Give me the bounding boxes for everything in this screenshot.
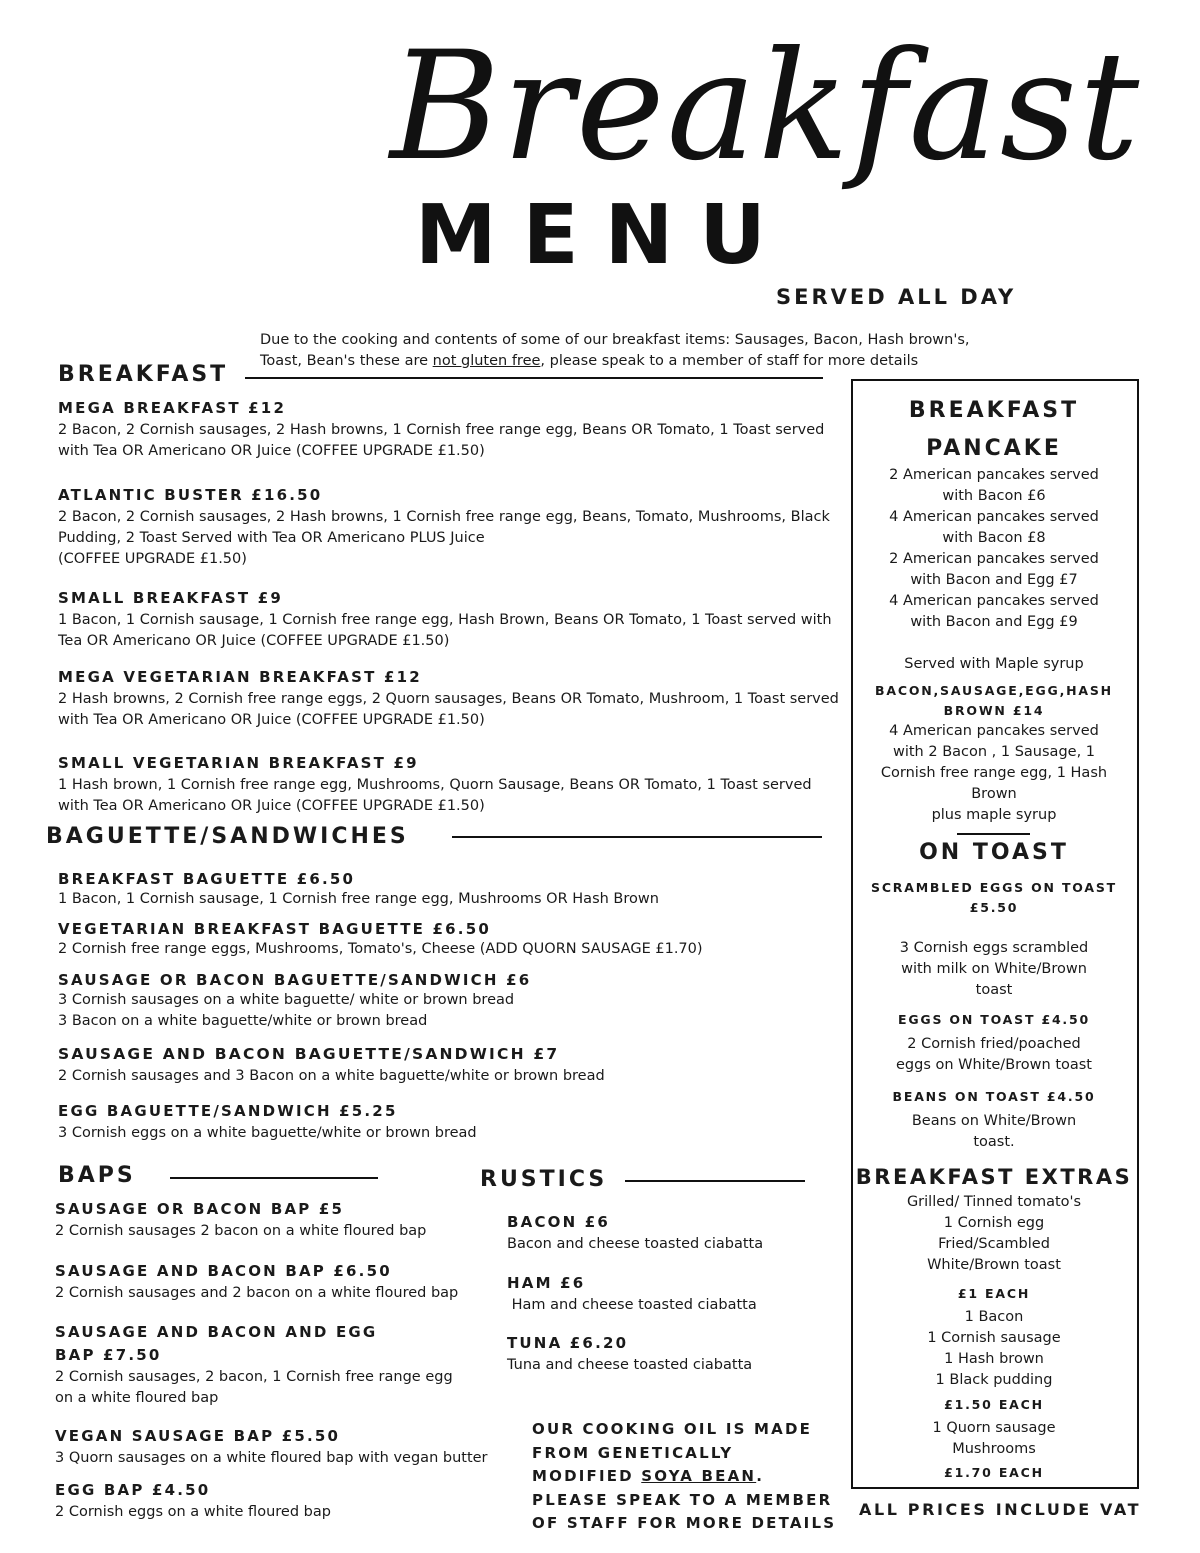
item-title: SAUSAGE AND BACON AND EGG — [55, 1323, 378, 1341]
item-desc: 2 Cornish eggs on a white floured bap — [55, 1504, 331, 1520]
menu-item-rustic-ham — [507, 1274, 827, 1316]
baps-heading: BAPS — [58, 1163, 136, 1188]
item-desc: 2 Cornish sausages and 2 bacon on a white floured bap — [55, 1285, 459, 1301]
item-title: BACON £6 — [507, 1213, 611, 1231]
menu-item-small-vegetarian — [58, 754, 843, 817]
menu-item-rustic-tuna — [507, 1334, 827, 1376]
scrambled-lines — [853, 938, 1135, 1001]
vat-notice: ALL PRICES INCLUDE VAT — [859, 1500, 1142, 1519]
each-2-price: £1.50 EACH — [944, 1397, 1044, 1412]
item-desc: Ham and cheese toasted ciabatta — [507, 1297, 757, 1313]
eggs-on-toast-title: EGGS ON TOAST £4.50 — [898, 1012, 1090, 1027]
baps-divider — [170, 1177, 378, 1179]
menu-item-sausage-or-bacon-baguette — [58, 971, 843, 1032]
item-title-cont: BAP £7.50 — [55, 1346, 162, 1364]
each-1-price: £1 EACH — [957, 1286, 1031, 1301]
maple-note: Served with Maple syrup — [904, 656, 1084, 672]
each-1-lines — [853, 1307, 1135, 1391]
pancake-lines — [853, 465, 1135, 633]
menu-item-atlantic-buster — [58, 486, 843, 570]
pancake-line: 4 American pancakes served — [889, 593, 1099, 609]
oil-line2: FROM GENETICALLY — [532, 1443, 734, 1462]
each-2-line: 1 Quorn sausage — [932, 1420, 1056, 1436]
item-desc: 2 Cornish free range eggs, Mushrooms, Tomato's, Cheese (ADD QUORN SAUSAGE £1.70) — [58, 941, 703, 957]
pancake-line: 2 American pancakes served — [889, 467, 1099, 483]
baguettes-divider — [452, 836, 822, 838]
each-2-line: Mushrooms — [952, 1441, 1036, 1457]
item-desc: 2 Cornish sausages, 2 bacon, 1 Cornish free range egg — [55, 1369, 453, 1385]
item-desc: 2 Cornish sausages and 3 Bacon on a white baguette/white or brown bread — [58, 1068, 605, 1084]
item-title: TUNA £6.20 — [507, 1334, 629, 1352]
menu-item-sausage-or-bacon-bap — [55, 1200, 525, 1242]
oil-line3-underlined: SOYA BEAN — [641, 1467, 757, 1485]
item-title: SMALL BREAKFAST £9 — [58, 589, 284, 607]
each-1-line: 1 Black pudding — [935, 1372, 1053, 1388]
oil-line3-b: . — [756, 1467, 765, 1485]
item-title: VEGETARIAN BREAKFAST BAGUETTE £6.50 — [58, 920, 491, 938]
item-desc: 2 Bacon, 2 Cornish sausages, 2 Hash browns, 1 Cornish free range egg, Beans, Tomato, Mushrooms, Black Pudding, 2 Toast Served with Tea OR Americano PLUS Juice — [58, 509, 830, 546]
cooking-oil-notice — [532, 1418, 836, 1536]
rustics-divider — [625, 1180, 805, 1182]
menu-item-vegetarian-baguette — [58, 920, 843, 960]
beans-line: toast. — [973, 1134, 1015, 1150]
breakfast-divider — [245, 377, 823, 379]
each-1-line: 1 Bacon — [964, 1309, 1024, 1325]
gluten-notice-b: , please speak to a member of staff for more details — [540, 353, 919, 369]
breakfast-script-title: Breakfast — [390, 20, 1142, 194]
item-desc: 3 Cornish sausages on a white baguette/ white or brown bread — [58, 992, 515, 1008]
gluten-notice-a: Toast, Bean's these are — [260, 353, 433, 369]
extras-line: Fried/Scambled — [938, 1236, 1050, 1252]
item-title: SMALL VEGETARIAN BREAKFAST £9 — [58, 754, 419, 772]
item-title: EGG BAGUETTE/SANDWICH £5.25 — [58, 1102, 398, 1120]
extras-intro — [853, 1192, 1135, 1276]
gluten-notice-line2 — [260, 351, 970, 372]
combo-line: 4 American pancakes served — [889, 723, 1099, 739]
extras-section — [853, 1162, 1135, 1483]
item-desc: 1 Hash brown, 1 Cornish free range egg, Mushrooms, Quorn Sausage, Beans OR Tomato, 1 Toast served with Tea OR Americano OR Juice (COFFEE UPGRADE £1.50) — [58, 777, 812, 814]
oil-line4: PLEASE SPEAK TO A MEMBER — [532, 1490, 833, 1509]
extras-line: White/Brown toast — [927, 1257, 1061, 1273]
item-title: MEGA VEGETARIAN BREAKFAST £12 — [58, 668, 422, 686]
pancake-section — [853, 388, 1135, 826]
menu-item-sausage-and-bacon-baguette — [58, 1045, 843, 1087]
item-desc-extra: on a white floured bap — [55, 1390, 219, 1406]
beans-line: Beans on White/Brown — [911, 1113, 1077, 1129]
item-desc: Bacon and cheese toasted ciabatta — [507, 1236, 764, 1252]
eggs-line: 2 Cornish fried/poached — [907, 1036, 1081, 1052]
menu-item-vegan-sausage-bap — [55, 1427, 535, 1469]
pancake-line: with Bacon £8 — [942, 530, 1046, 546]
extras-line: Grilled/ Tinned tomato's — [906, 1194, 1082, 1210]
menu-item-egg-bap — [55, 1481, 525, 1523]
item-desc-extra: 3 Bacon on a white baguette/white or brown bread — [58, 1013, 428, 1029]
served-all-day: SERVED ALL DAY — [776, 285, 1017, 309]
menu-item-breakfast-baguette — [58, 870, 843, 910]
item-desc: 3 Quorn sausages on a white floured bap with vegan butter — [55, 1450, 488, 1466]
beans-on-toast-title: BEANS ON TOAST £4.50 — [892, 1089, 1096, 1104]
menu-item-sausage-bacon-egg-bap — [55, 1323, 525, 1409]
baguettes-heading: BAGUETTE/SANDWICHES — [46, 824, 409, 849]
scrambled-title-line1: SCRAMBLED EGGS ON TOAST — [871, 880, 1117, 895]
item-title: SAUSAGE OR BACON BAP £5 — [55, 1200, 345, 1218]
item-title: VEGAN SAUSAGE BAP £5.50 — [55, 1427, 341, 1445]
item-desc: 1 Bacon, 1 Cornish sausage, 1 Cornish free range egg, Mushrooms OR Hash Brown — [58, 891, 659, 907]
oil-line1: OUR COOKING OIL IS MADE — [532, 1420, 813, 1438]
each-3-price: £1.70 EACH — [944, 1465, 1044, 1480]
item-desc: 2 Cornish sausages 2 bacon on a white floured bap — [55, 1223, 427, 1239]
oil-line5: OF STAFF FOR MORE DETAILS — [532, 1514, 837, 1532]
eggs-lines — [853, 1034, 1135, 1076]
item-title: EGG BAP £4.50 — [55, 1481, 211, 1499]
breakfast-heading: BREAKFAST — [58, 362, 229, 387]
oil-line3-a: MODIFIED — [532, 1467, 642, 1485]
pancake-heading-line2: PANCAKE — [926, 436, 1062, 461]
extras-heading: BREAKFAST EXTRAS — [855, 1165, 1133, 1189]
scrambled-line: with milk on White/Brown — [901, 961, 1087, 977]
pancake-line: 4 American pancakes served — [889, 509, 1099, 525]
eggs-line: eggs on White/Brown toast — [895, 1057, 1092, 1073]
menu-item-egg-baguette — [58, 1102, 843, 1144]
item-title: HAM £6 — [507, 1274, 586, 1292]
menu-item-sausage-and-bacon-bap — [55, 1262, 525, 1304]
item-title: MEGA BREAKFAST £12 — [58, 399, 287, 417]
oil-line3 — [532, 1465, 836, 1489]
on-toast-heading: ON TOAST — [919, 840, 1069, 865]
each-1-line: 1 Hash brown — [944, 1351, 1044, 1367]
menu-item-rustic-bacon — [507, 1213, 827, 1255]
combo-line: plus maple syrup — [931, 807, 1057, 823]
combo-line: with 2 Bacon , 1 Sausage, 1 — [892, 744, 1096, 760]
item-desc: Tuna and cheese toasted ciabatta — [507, 1357, 753, 1373]
combo-title-line1: BACON,SAUSAGE,EGG,HASH — [875, 683, 1113, 698]
item-title: SAUSAGE AND BACON BAGUETTE/SANDWICH £7 — [58, 1045, 560, 1063]
on-toast-section — [853, 838, 1135, 1153]
menu-item-small-breakfast — [58, 589, 843, 652]
item-title: SAUSAGE OR BACON BAGUETTE/SANDWICH £6 — [58, 971, 532, 989]
item-desc: 3 Cornish eggs on a white baguette/white or brown bread — [58, 1125, 477, 1141]
item-title: BREAKFAST BAGUETTE £6.50 — [58, 870, 356, 888]
menu-item-mega-vegetarian — [58, 668, 843, 731]
combo-line: Brown — [971, 786, 1017, 802]
combo-line: Cornish free range egg, 1 Hash — [880, 765, 1108, 781]
item-desc: 2 Hash browns, 2 Cornish free range eggs, 2 Quorn sausages, Beans OR Tomato, Mushroom, 1 Toast served with Tea OR Americano OR Juice (COFFEE UPGRADE £1.50) — [58, 691, 839, 728]
pancake-line: with Bacon and Egg £9 — [910, 614, 1078, 630]
pancake-line: 2 American pancakes served — [889, 551, 1099, 567]
item-title: ATLANTIC BUSTER £16.50 — [58, 486, 323, 504]
scrambled-title-line2: £5.50 — [969, 900, 1019, 915]
on-toast-divider — [957, 833, 1030, 835]
pancake-line: with Bacon and Egg £7 — [910, 572, 1078, 588]
combo-lines — [853, 721, 1135, 826]
scrambled-line: 3 Cornish eggs scrambled — [899, 940, 1089, 956]
item-desc: 2 Bacon, 2 Cornish sausages, 2 Hash browns, 1 Cornish free range egg, Beans OR Tomato, 1 Toast served with Tea OR Americano OR Juice (COFFEE UPGRADE £1.50) — [58, 422, 825, 459]
gluten-notice — [260, 330, 970, 372]
each-2-lines — [853, 1418, 1135, 1460]
extras-line: 1 Cornish egg — [943, 1215, 1045, 1231]
beans-lines — [853, 1111, 1135, 1153]
rustics-heading: RUSTICS — [480, 1167, 608, 1192]
scrambled-line: toast — [975, 982, 1013, 998]
menu-item-mega-breakfast — [58, 399, 843, 462]
pancake-heading-line1: BREAKFAST — [908, 398, 1080, 423]
item-desc-extra: (COFFEE UPGRADE £1.50) — [58, 551, 247, 567]
gluten-notice-line1: Due to the cooking and contents of some of our breakfast items: Sausages, Bacon, Hash brown's, — [260, 332, 970, 348]
gluten-notice-underlined: not gluten free — [432, 353, 541, 369]
menu-title: MENU — [415, 188, 792, 283]
combo-title-line2: BROWN £14 — [943, 703, 1045, 718]
item-title: SAUSAGE AND BACON BAP £6.50 — [55, 1262, 392, 1280]
pancake-line: with Bacon £6 — [942, 488, 1046, 504]
item-desc: 1 Bacon, 1 Cornish sausage, 1 Cornish free range egg, Hash Brown, Beans OR Tomato, 1 Toast served with Tea OR Americano OR Juice (COFFEE UPGRADE £1.50) — [58, 612, 832, 649]
each-1-line: 1 Cornish sausage — [927, 1330, 1061, 1346]
